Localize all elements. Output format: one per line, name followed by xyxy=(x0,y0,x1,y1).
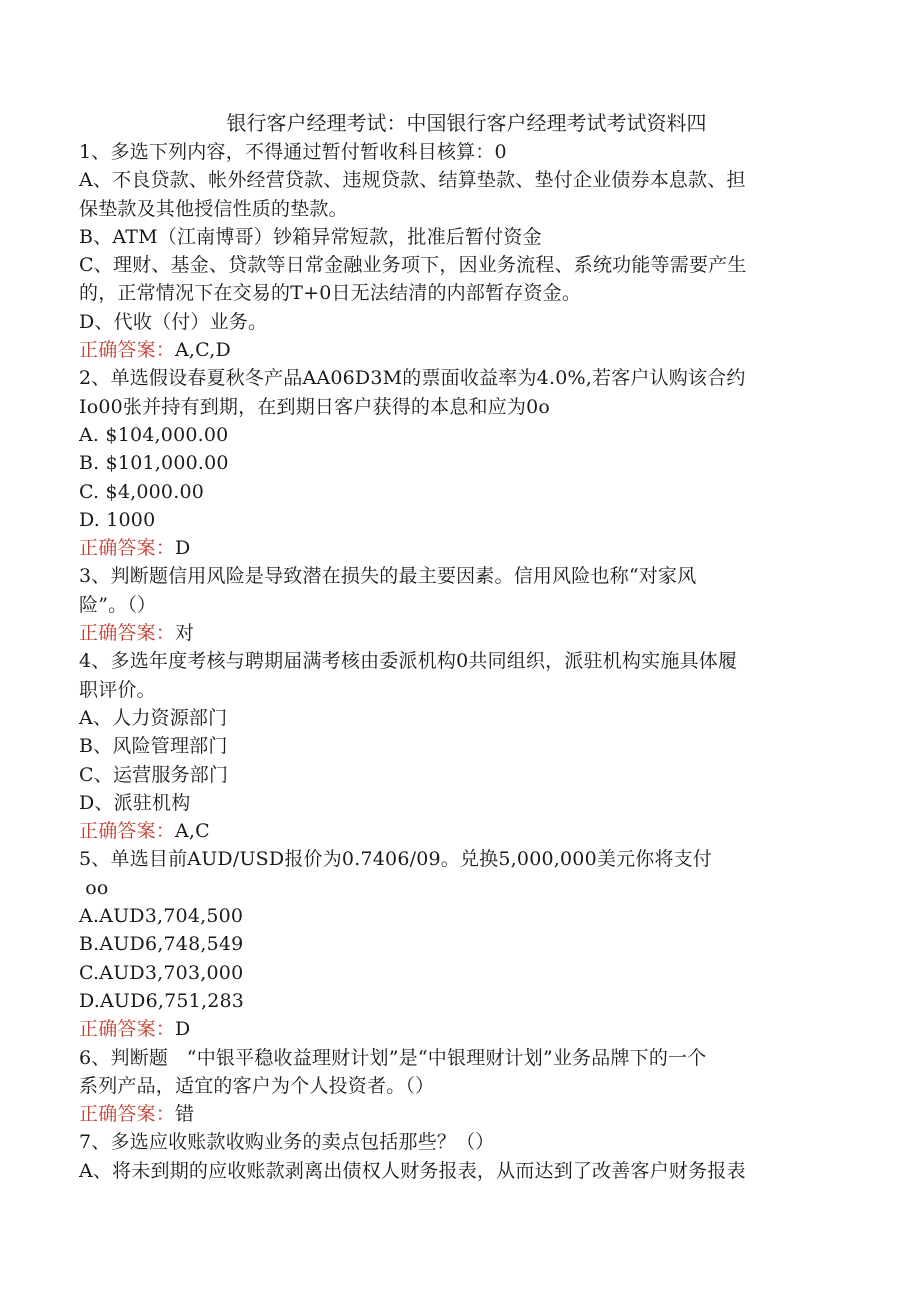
question-line: D.AUD6,751,283 xyxy=(79,989,245,1012)
question-line: C、理财、基金、贷款等日常金融业务项下，因业务流程、系统功能等需要产生 xyxy=(79,254,747,277)
question-line: B.AUD6,748,549 xyxy=(79,933,244,956)
question-line: C.AUD3,703,000 xyxy=(79,961,244,984)
question-line: Io00张并持有到期，在到期日客户获得的本息和应为0o xyxy=(79,395,551,418)
correct-answer xyxy=(79,1015,834,1043)
question-stem: 7、多选应收账款收购业务的卖点包括那些？（） xyxy=(79,1131,495,1154)
answer-label: 正确答案： xyxy=(79,339,176,362)
question-6 xyxy=(79,1044,834,1129)
question-line: A、将未到期的应收账款剥离出债权人财务报表，从而达到了改善客户财务报表 xyxy=(79,1159,746,1182)
question-stem: 4、多选年度考核与聘期届满考核由委派机构0共同组织，派驻机构实施具体履 xyxy=(79,650,738,673)
question-3 xyxy=(79,562,834,647)
answer-value: 错 xyxy=(175,1103,195,1126)
question-4 xyxy=(79,647,834,845)
answer-value: D xyxy=(175,537,191,560)
question-line: B、风险管理部门 xyxy=(79,735,228,758)
answer-label: 正确答案： xyxy=(79,820,176,843)
question-line: 保垫款及其他授信性质的垫款。 xyxy=(79,197,348,220)
question-line: A、人力资源部门 xyxy=(79,706,228,729)
correct-answer xyxy=(79,817,834,845)
correct-answer xyxy=(79,534,834,562)
answer-label: 正确答案： xyxy=(79,1103,176,1126)
correct-answer xyxy=(79,1100,834,1128)
answer-value: A,C,D xyxy=(175,339,231,362)
question-list xyxy=(79,138,834,1185)
question-1 xyxy=(79,138,834,364)
answer-label: 正确答案： xyxy=(79,622,176,645)
question-5 xyxy=(79,845,834,1043)
question-line: B、ATM（江南博哥）钞箱异常短款，批准后暂付资金 xyxy=(79,225,542,248)
correct-answer xyxy=(79,619,834,647)
question-line: C、运营服务部门 xyxy=(79,763,229,786)
question-line: B. $101,000.00 xyxy=(79,452,229,475)
question-line: 险”。（） xyxy=(79,593,157,616)
question-line: D. 1000 xyxy=(79,508,156,531)
answer-label: 正确答案： xyxy=(79,537,176,560)
question-stem: 3、判断题信用风险是导致潜在损失的最主要因素。信用风险也称“对家风 xyxy=(79,565,697,588)
question-line: 的，正常情况下在交易的T+0日无法结清的内部暂存资金。 xyxy=(79,282,582,305)
question-line: 职评价。 xyxy=(79,678,156,701)
question-line: C. $4,000.00 xyxy=(79,480,205,503)
question-line: oo xyxy=(79,876,109,899)
question-stem: 2、单选假设春夏秋冬产品AA06D3M的票面收益率为4.0%,若客户认购该合约 xyxy=(79,367,746,390)
question-stem: 1、多选下列内容，不得通过暂付暂收科目核算：0 xyxy=(79,141,507,163)
question-7 xyxy=(79,1128,834,1185)
document-content xyxy=(79,108,834,1185)
answer-value: A,C xyxy=(175,820,210,843)
question-line: D、派驻机构 xyxy=(79,791,191,814)
question-line: D、代收（付）业务。 xyxy=(79,310,268,333)
question-stem: 5、单选目前AUD/USD报价为0.7406/09。兑换5,000,000美元你将支付 xyxy=(79,848,713,871)
answer-value: 对 xyxy=(175,622,195,645)
document-title: 银行客户经理考试：中国银行客户经理考试考试资料四 xyxy=(226,111,707,135)
question-line: A. $104,000.00 xyxy=(79,423,229,446)
question-line: A、不良贷款、帐外经营贷款、违规贷款、结算垫款、垫付企业债券本息款、担 xyxy=(79,169,746,192)
question-line: 系列产品，适宜的客户为个人投资者。（） xyxy=(79,1074,435,1097)
question-stem: 6、判断题 “中银平稳收益理财计划”是“中银理财计划”业务品牌下的一个 xyxy=(79,1046,707,1069)
question-2 xyxy=(79,364,834,562)
question-line: A.AUD3,704,500 xyxy=(79,905,244,928)
answer-value: D xyxy=(175,1018,191,1041)
answer-label: 正确答案： xyxy=(79,1018,176,1041)
correct-answer xyxy=(79,336,834,364)
